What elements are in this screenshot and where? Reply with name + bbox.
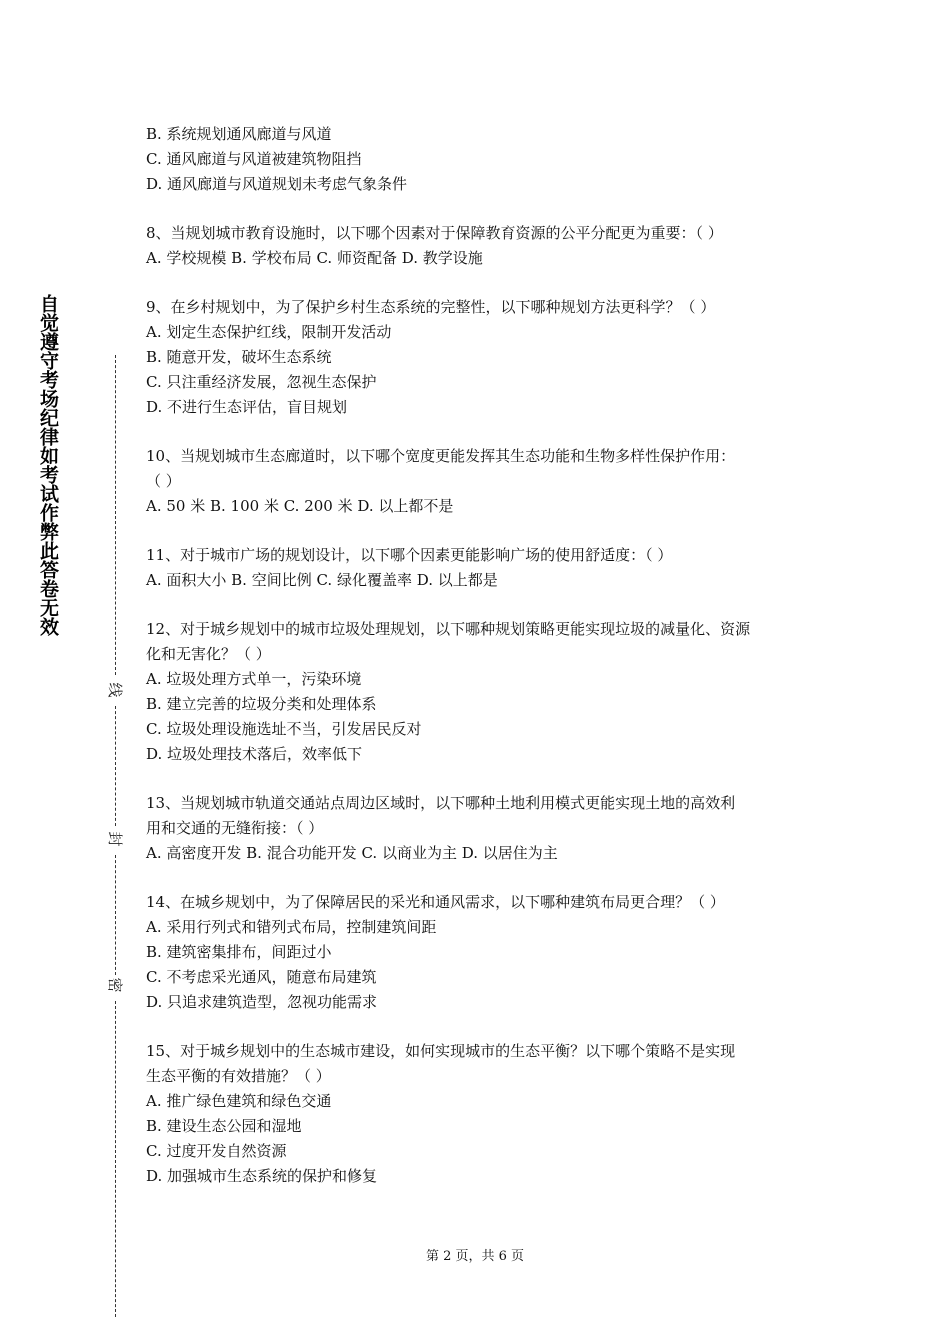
question-option: A. 面积大小 B. 空间比例 C. 绿化覆盖率 D. 以上都是 bbox=[146, 571, 498, 589]
question-option: A. 50 米 B. 100 米 C. 200 米 D. 以上都不是 bbox=[146, 497, 454, 515]
question-option: C. 垃圾处理设施选址不当，引发居民反对 bbox=[146, 720, 422, 738]
question-block bbox=[146, 543, 826, 593]
binding-label-seal: 封 bbox=[105, 829, 125, 849]
question-option: A. 采用行列式和错列式布局，控制建筑间距 bbox=[146, 918, 437, 936]
question-option: C. 通风廊道与风道被建筑物阻挡 bbox=[146, 150, 362, 168]
question-option: C. 只注重经济发展，忽视生态保护 bbox=[146, 373, 377, 391]
question-option: B. 建立完善的垃圾分类和处理体系 bbox=[146, 695, 377, 713]
question-block bbox=[146, 617, 826, 767]
question-stem: （ ） bbox=[146, 472, 181, 490]
binding-dashed-line bbox=[115, 706, 116, 826]
question-option: B. 系统规划通风廊道与风道 bbox=[146, 125, 332, 143]
exam-discipline-warning: 自觉遵守考场纪律如考试作弊此答卷无效 bbox=[37, 294, 59, 636]
question-stem: 9、在乡村规划中，为了保护乡村生态系统的完整性，以下哪种规划方法更科学？（ ） bbox=[146, 298, 716, 316]
question-option: C. 过度开发自然资源 bbox=[146, 1142, 287, 1160]
question-stem: 15、对于城乡规划中的生态城市建设，如何实现城市的生态平衡？以下哪个策略不是实现 bbox=[146, 1042, 736, 1060]
binding-dashed-line bbox=[115, 1001, 116, 1317]
question-stem: 化和无害化？（ ） bbox=[146, 645, 271, 663]
question-option: D. 只追求建筑造型，忽视功能需求 bbox=[146, 993, 378, 1011]
binding-dashed-line bbox=[115, 355, 116, 675]
question-option: C. 不考虑采光通风，随意布局建筑 bbox=[146, 968, 377, 986]
question-stem: 用和交通的无缝衔接：（ ） bbox=[146, 819, 324, 837]
binding-dashed-line bbox=[115, 855, 116, 975]
question-block bbox=[146, 221, 826, 271]
question-option: B. 建设生态公园和湿地 bbox=[146, 1117, 302, 1135]
question-option: D. 加强城市生态系统的保护和修复 bbox=[146, 1167, 378, 1185]
question-option: D. 垃圾处理技术落后，效率低下 bbox=[146, 745, 363, 763]
question-block bbox=[146, 890, 826, 1015]
question-block bbox=[146, 122, 826, 197]
question-block bbox=[146, 444, 826, 519]
question-list bbox=[146, 122, 826, 1189]
question-option: D. 不进行生态评估，盲目规划 bbox=[146, 398, 348, 416]
question-stem: 13、当规划城市轨道交通站点周边区域时，以下哪种土地利用模式更能实现土地的高效利 bbox=[146, 794, 736, 812]
question-stem: 11、对于城市广场的规划设计，以下哪个因素更能影响广场的使用舒适度：（ ） bbox=[146, 546, 673, 564]
question-option: A. 高密度开发 B. 混合功能开发 C. 以商业为主 D. 以居住为主 bbox=[146, 844, 558, 862]
question-option: A. 推广绿色建筑和绿色交通 bbox=[146, 1092, 332, 1110]
question-option: A. 学校规模 B. 学校布局 C. 师资配备 D. 教学设施 bbox=[146, 249, 483, 267]
question-block bbox=[146, 1039, 826, 1189]
question-option: B. 建筑密集排布，间距过小 bbox=[146, 943, 332, 961]
question-stem: 14、在城乡规划中，为了保障居民的采光和通风需求，以下哪种建筑布局更合理？（ ） bbox=[146, 893, 725, 911]
question-option: A. 划定生态保护红线，限制开发活动 bbox=[146, 323, 392, 341]
question-stem: 8、当规划城市教育设施时，以下哪个因素对于保障教育资源的公平分配更为重要：（ ） bbox=[146, 224, 723, 242]
question-option: B. 随意开发，破坏生态系统 bbox=[146, 348, 332, 366]
question-block bbox=[146, 791, 826, 866]
question-option: A. 垃圾处理方式单一，污染环境 bbox=[146, 670, 362, 688]
question-stem: 10、当规划城市生态廊道时，以下哪个宽度更能发挥其生态功能和生物多样性保护作用： bbox=[146, 447, 736, 465]
question-option: D. 通风廊道与风道规划未考虑气象条件 bbox=[146, 175, 408, 193]
binding-label-secret: 密 bbox=[105, 975, 125, 995]
binding-label-line: 线 bbox=[105, 680, 125, 700]
page-footer: 第 2 页，共 6 页 bbox=[425, 1249, 525, 1264]
question-stem: 生态平衡的有效措施？（ ） bbox=[146, 1067, 331, 1085]
question-stem: 12、对于城乡规划中的城市垃圾处理规划，以下哪种规划策略更能实现垃圾的减量化、资源 bbox=[146, 620, 751, 638]
question-block bbox=[146, 295, 826, 420]
